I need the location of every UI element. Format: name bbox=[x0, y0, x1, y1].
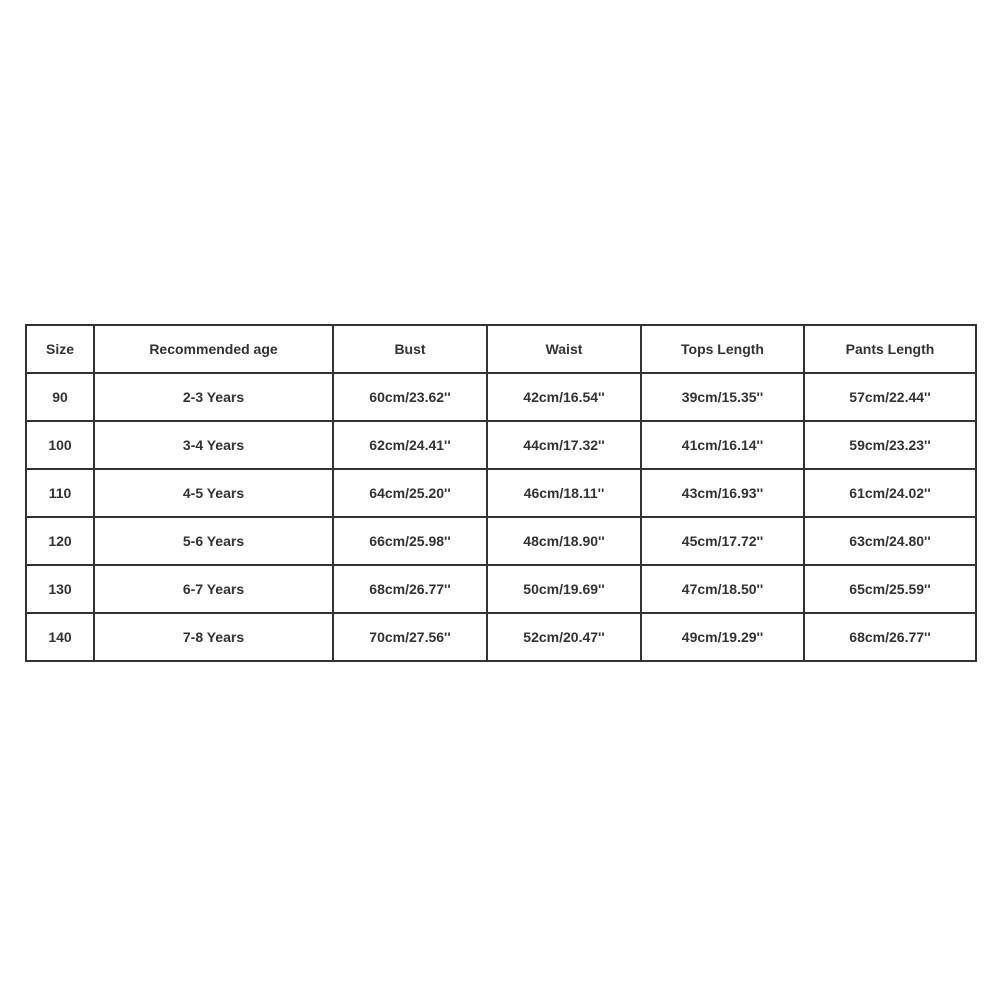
cell-pants-length: 59cm/23.23'' bbox=[804, 421, 976, 469]
cell-pants-length: 63cm/24.80'' bbox=[804, 517, 976, 565]
table-row bbox=[26, 373, 976, 421]
table-row bbox=[26, 469, 976, 517]
cell-bust: 68cm/26.77'' bbox=[333, 565, 487, 613]
cell-bust: 70cm/27.56'' bbox=[333, 613, 487, 661]
cell-bust: 60cm/23.62'' bbox=[333, 373, 487, 421]
cell-pants-length: 61cm/24.02'' bbox=[804, 469, 976, 517]
header-recommended-age: Recommended age bbox=[94, 325, 333, 373]
cell-waist: 44cm/17.32'' bbox=[487, 421, 641, 469]
cell-bust: 66cm/25.98'' bbox=[333, 517, 487, 565]
cell-recommended-age: 2-3 Years bbox=[94, 373, 333, 421]
cell-recommended-age: 5-6 Years bbox=[94, 517, 333, 565]
header-waist: Waist bbox=[487, 325, 641, 373]
cell-tops-length: 41cm/16.14'' bbox=[641, 421, 804, 469]
cell-waist: 46cm/18.11'' bbox=[487, 469, 641, 517]
cell-recommended-age: 6-7 Years bbox=[94, 565, 333, 613]
table-row bbox=[26, 613, 976, 661]
header-row bbox=[26, 325, 976, 373]
cell-recommended-age: 7-8 Years bbox=[94, 613, 333, 661]
cell-size: 110 bbox=[26, 469, 94, 517]
cell-size: 90 bbox=[26, 373, 94, 421]
size-chart-table bbox=[25, 324, 977, 662]
cell-bust: 64cm/25.20'' bbox=[333, 469, 487, 517]
header-bust: Bust bbox=[333, 325, 487, 373]
cell-size: 130 bbox=[26, 565, 94, 613]
cell-tops-length: 47cm/18.50'' bbox=[641, 565, 804, 613]
cell-pants-length: 57cm/22.44'' bbox=[804, 373, 976, 421]
cell-waist: 52cm/20.47'' bbox=[487, 613, 641, 661]
cell-pants-length: 65cm/25.59'' bbox=[804, 565, 976, 613]
table-row bbox=[26, 517, 976, 565]
cell-pants-length: 68cm/26.77'' bbox=[804, 613, 976, 661]
cell-recommended-age: 4-5 Years bbox=[94, 469, 333, 517]
cell-recommended-age: 3-4 Years bbox=[94, 421, 333, 469]
cell-waist: 42cm/16.54'' bbox=[487, 373, 641, 421]
cell-tops-length: 43cm/16.93'' bbox=[641, 469, 804, 517]
header-tops-length: Tops Length bbox=[641, 325, 804, 373]
table-row bbox=[26, 421, 976, 469]
table-row bbox=[26, 565, 976, 613]
cell-size: 100 bbox=[26, 421, 94, 469]
cell-tops-length: 49cm/19.29'' bbox=[641, 613, 804, 661]
header-pants-length: Pants Length bbox=[804, 325, 976, 373]
cell-size: 140 bbox=[26, 613, 94, 661]
cell-tops-length: 39cm/15.35'' bbox=[641, 373, 804, 421]
cell-size: 120 bbox=[26, 517, 94, 565]
cell-waist: 48cm/18.90'' bbox=[487, 517, 641, 565]
cell-tops-length: 45cm/17.72'' bbox=[641, 517, 804, 565]
cell-waist: 50cm/19.69'' bbox=[487, 565, 641, 613]
header-size: Size bbox=[26, 325, 94, 373]
cell-bust: 62cm/24.41'' bbox=[333, 421, 487, 469]
